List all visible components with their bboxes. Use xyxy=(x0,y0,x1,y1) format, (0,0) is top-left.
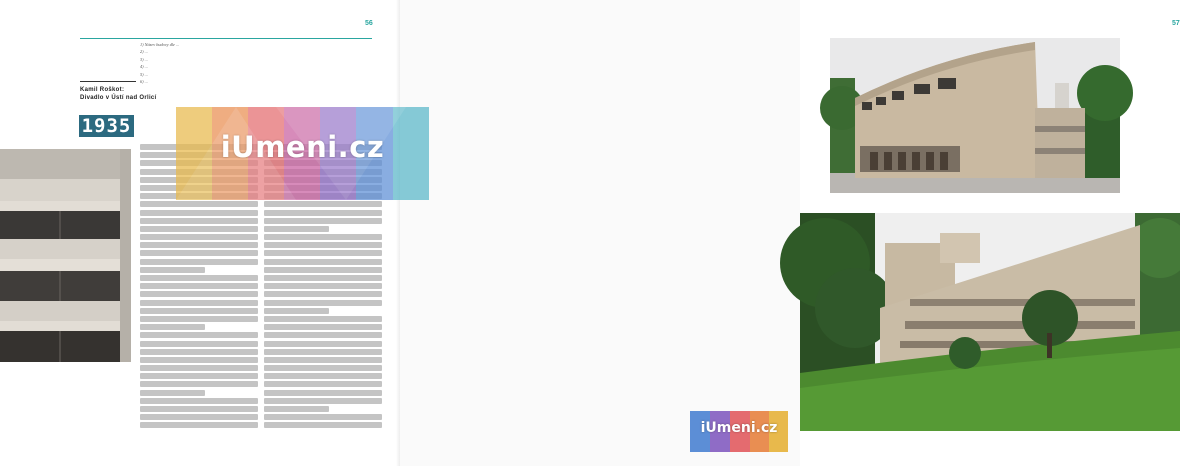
author-name: Kamil Roškot: xyxy=(80,87,125,93)
page-number-right: 57 xyxy=(1172,20,1180,27)
footnote: 1) Název budovy dle ... xyxy=(140,42,180,47)
theatre-side-photo xyxy=(800,213,1180,431)
footnote: 5) ... xyxy=(140,71,148,77)
watermark-text: iUmeni.cz xyxy=(220,130,385,164)
footnote: 3) ... xyxy=(140,56,148,62)
footnote: 2) ... xyxy=(140,49,148,55)
left-facade-photo xyxy=(0,149,131,362)
left-page xyxy=(0,0,400,466)
page-number-left: 56 xyxy=(365,20,373,27)
notes-divider xyxy=(80,38,372,39)
theatre-front-photo xyxy=(830,38,1120,193)
right-page xyxy=(400,0,1180,466)
site-logo-text[interactable]: iUmeni.cz xyxy=(700,420,778,436)
footnote: 4) ... xyxy=(140,64,148,70)
footnote: 6) ... xyxy=(140,79,148,85)
heading-divider xyxy=(80,81,136,82)
building-title: Divadlo v Ústí nad Orlicí xyxy=(80,95,157,101)
footnotes xyxy=(140,41,372,85)
year-badge: 1935 xyxy=(79,115,134,137)
